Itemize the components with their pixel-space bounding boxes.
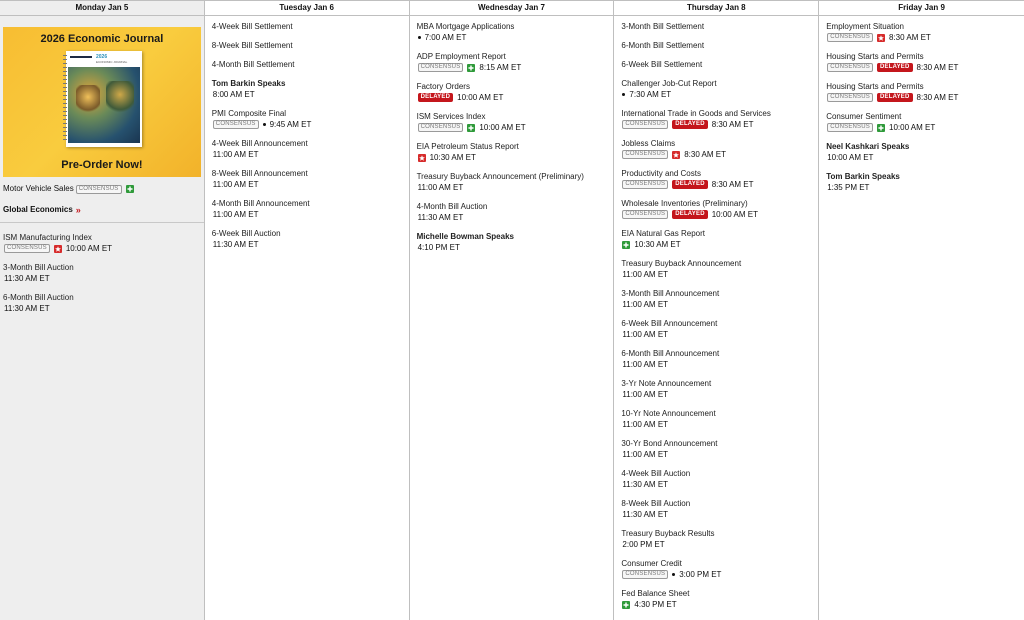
event-time: 11:00 AM ET xyxy=(622,270,669,279)
event-time: 11:00 AM ET xyxy=(622,330,669,339)
event-time: 10:00 AM ET xyxy=(457,93,504,102)
event-item[interactable] xyxy=(614,41,818,51)
event-item[interactable] xyxy=(410,52,614,73)
event-meta xyxy=(212,119,405,130)
event-item[interactable] xyxy=(0,263,204,284)
event-name[interactable]: Treasury Buyback Announcement xyxy=(621,259,742,268)
event-time: 9:45 AM ET xyxy=(269,120,312,129)
star-icon xyxy=(877,34,885,42)
event-item[interactable] xyxy=(614,60,818,70)
event-name[interactable]: Housing Starts and Permits xyxy=(826,52,924,61)
event-meta xyxy=(3,243,200,254)
consensus-badge[interactable]: CONSENSUS xyxy=(76,185,122,194)
events-list xyxy=(819,16,1024,193)
event-time: 11:00 AM ET xyxy=(212,180,259,189)
event-time: 11:30 AM ET xyxy=(417,213,464,222)
consensus-badge[interactable]: CONSENSUS xyxy=(622,150,668,159)
plus-icon xyxy=(467,124,475,132)
event-time: 4:10 PM ET xyxy=(417,243,460,252)
event-time: 11:30 AM ET xyxy=(622,510,669,519)
event-name[interactable]: 6-Week Bill Announcement xyxy=(621,319,718,328)
event-name[interactable]: 6-Month Bill Announcement xyxy=(621,349,720,358)
event-meta xyxy=(826,32,1020,43)
event-item[interactable] xyxy=(205,22,409,32)
event-item[interactable] xyxy=(614,469,818,490)
event-item[interactable] xyxy=(205,79,409,100)
event-name[interactable]: 4-Month Bill Settlement xyxy=(211,60,295,69)
event-meta xyxy=(621,299,814,310)
delayed-badge[interactable]: DELAYED xyxy=(418,93,454,102)
day-column-wednesday xyxy=(410,1,615,620)
event-meta xyxy=(212,89,405,100)
event-name: Motor Vehicle Sales xyxy=(3,184,74,193)
consensus-badge[interactable]: CONSENSUS xyxy=(622,570,668,579)
day-column-tuesday xyxy=(205,1,410,620)
event-time: 11:30 AM ET xyxy=(212,240,259,249)
cover-year: 2026 xyxy=(96,54,108,60)
day-header: Thursday Jan 8 xyxy=(614,1,818,16)
consensus-badge[interactable]: CONSENSUS xyxy=(4,244,50,253)
event-item[interactable] xyxy=(0,233,204,254)
event-item[interactable] xyxy=(410,172,614,193)
event-name[interactable]: PMI Composite Final xyxy=(211,109,287,118)
event-name[interactable]: 4-Week Bill Announcement xyxy=(211,139,308,148)
event-time: 8:00 AM ET xyxy=(212,90,255,99)
consensus-badge[interactable]: CONSENSUS xyxy=(418,123,464,132)
event-time: 10:00 AM ET xyxy=(889,123,936,132)
event-item[interactable] xyxy=(410,112,614,133)
event-name[interactable]: 6-Month Bill Settlement xyxy=(621,41,705,50)
event-item[interactable] xyxy=(205,109,409,130)
day-column-friday xyxy=(819,1,1024,620)
event-item[interactable] xyxy=(614,79,818,100)
event-item[interactable] xyxy=(410,22,614,43)
plus-icon xyxy=(622,241,630,249)
event-meta xyxy=(621,449,814,460)
event-item[interactable] xyxy=(0,293,204,314)
event-name[interactable]: 4-Month Bill Auction xyxy=(416,202,488,211)
delayed-badge: DELAYED xyxy=(877,63,913,72)
consensus-badge[interactable]: CONSENSUS xyxy=(827,63,873,72)
event-time: 11:00 AM ET xyxy=(212,210,259,219)
day-column-thursday xyxy=(614,1,819,620)
event-item[interactable] xyxy=(614,109,818,130)
event-name[interactable]: 3-Month Bill Announcement xyxy=(621,289,720,298)
divider xyxy=(0,222,204,223)
event-meta xyxy=(417,242,610,253)
bullet-dot-icon xyxy=(263,123,266,126)
event-item[interactable] xyxy=(819,112,1024,133)
event-time: 10:30 AM ET xyxy=(634,240,681,249)
event-item[interactable] xyxy=(614,529,818,550)
event-name[interactable]: 3-Month Bill Settlement xyxy=(621,22,705,31)
event-name[interactable]: Employment Situation xyxy=(826,22,905,31)
event-meta xyxy=(417,182,610,193)
consensus-badge[interactable]: CONSENSUS xyxy=(622,120,668,129)
consensus-badge[interactable]: CONSENSUS xyxy=(622,210,668,219)
event-name[interactable]: Factory Orders xyxy=(416,82,470,91)
event-meta xyxy=(621,419,814,430)
event-time: 1:35 PM ET xyxy=(827,183,870,192)
event-time: 10:00 AM ET xyxy=(827,153,874,162)
event-time: 10:00 AM ET xyxy=(479,123,526,132)
event-time: 8:30 AM ET xyxy=(916,93,959,102)
event-meta xyxy=(621,119,814,130)
event-time: 3:00 PM ET xyxy=(679,570,722,579)
event-meta xyxy=(417,152,610,163)
event-name[interactable]: 8-Week Bill Auction xyxy=(621,499,691,508)
cover-subtitle: ECONOMIC JOURNAL xyxy=(96,60,128,64)
event-name[interactable]: 4-Week Bill Auction xyxy=(621,469,691,478)
event-item[interactable] xyxy=(614,409,818,430)
event-name[interactable]: 4-Month Bill Announcement xyxy=(211,199,310,208)
event-meta xyxy=(621,599,814,610)
event-meta xyxy=(621,179,814,190)
event-item[interactable] xyxy=(614,559,818,580)
event-item[interactable] xyxy=(410,232,614,253)
event-name[interactable]: 8-Week Bill Settlement xyxy=(211,41,293,50)
event-time: 11:00 AM ET xyxy=(417,183,464,192)
bullet-dot-icon xyxy=(622,93,625,96)
event-meta xyxy=(417,62,610,73)
promo-title: 2026 Economic Journal xyxy=(40,33,164,45)
event-item[interactable] xyxy=(205,139,409,160)
event-item[interactable] xyxy=(205,229,409,250)
event-meta xyxy=(621,269,814,280)
consensus-badge[interactable]: CONSENSUS xyxy=(418,63,464,72)
event-time: 11:00 AM ET xyxy=(212,150,259,159)
event-item[interactable] xyxy=(819,52,1024,73)
plus-icon xyxy=(622,601,630,609)
speaker-event-name[interactable]: Tom Barkin Speaks xyxy=(211,79,286,88)
event-name[interactable]: ADP Employment Report xyxy=(416,52,506,61)
event-name[interactable]: EIA Petroleum Status Report xyxy=(416,142,519,151)
delayed-badge: DELAYED xyxy=(672,180,708,189)
event-name[interactable]: MBA Mortgage Applications xyxy=(416,22,515,31)
event-time: 2:00 PM ET xyxy=(622,540,665,549)
event-meta xyxy=(621,569,814,580)
event-item[interactable] xyxy=(819,142,1024,163)
plus-icon xyxy=(877,124,885,132)
event-item[interactable] xyxy=(205,199,409,220)
event-item[interactable] xyxy=(614,139,818,160)
event-meta xyxy=(3,303,200,314)
star-icon xyxy=(418,154,426,162)
event-time: 8:30 AM ET xyxy=(889,33,931,42)
event-meta xyxy=(621,359,814,370)
event-meta xyxy=(621,479,814,490)
bullet-dot-icon xyxy=(418,36,421,39)
brand-mark xyxy=(70,56,92,58)
event-meta xyxy=(3,273,200,284)
economic-journal-promo[interactable] xyxy=(3,27,201,177)
event-item[interactable] xyxy=(410,142,614,163)
event-item[interactable] xyxy=(614,589,818,610)
event-time: 11:00 AM ET xyxy=(622,450,669,459)
event-item[interactable] xyxy=(614,289,818,310)
event-item[interactable] xyxy=(614,439,818,460)
event-item[interactable] xyxy=(205,169,409,190)
event-motor-vehicle-sales[interactable] xyxy=(0,184,204,194)
event-item[interactable] xyxy=(819,172,1024,193)
event-time: 8:30 AM ET xyxy=(711,180,754,189)
event-item[interactable] xyxy=(205,60,409,70)
event-time: 11:00 AM ET xyxy=(622,390,669,399)
event-meta xyxy=(621,239,814,250)
event-meta xyxy=(826,122,1020,133)
event-meta xyxy=(417,32,610,43)
event-time: 11:30 AM ET xyxy=(4,304,50,313)
event-item[interactable] xyxy=(410,82,614,103)
global-economics-link[interactable] xyxy=(0,204,204,216)
event-name[interactable]: EIA Natural Gas Report xyxy=(621,229,705,238)
event-item[interactable] xyxy=(614,229,818,250)
event-meta xyxy=(826,182,1020,193)
journal-cover-image xyxy=(66,51,142,147)
event-item[interactable] xyxy=(819,82,1024,103)
event-time: 11:00 AM ET xyxy=(622,300,669,309)
day-header: Monday Jan 5 xyxy=(0,1,204,16)
event-meta xyxy=(417,122,610,133)
pre-order-button[interactable]: Pre-Order Now! xyxy=(61,159,143,171)
event-name[interactable]: Productivity and Costs xyxy=(621,169,701,178)
consensus-badge[interactable]: CONSENSUS xyxy=(622,180,668,189)
bullet-dot-icon xyxy=(672,573,675,576)
event-name[interactable]: ISM Manufacturing Index xyxy=(3,233,92,242)
event-meta xyxy=(417,92,610,103)
event-meta xyxy=(826,92,1020,103)
events-list xyxy=(614,16,818,610)
event-name[interactable]: Housing Starts and Permits xyxy=(826,82,924,91)
consensus-badge[interactable]: CONSENSUS xyxy=(827,33,873,42)
speaker-event-name[interactable]: Neel Kashkari Speaks xyxy=(826,142,910,151)
event-time: 8:30 AM ET xyxy=(916,63,959,72)
event-item[interactable] xyxy=(614,169,818,190)
events-list xyxy=(205,16,409,250)
event-meta xyxy=(212,209,405,220)
star-icon xyxy=(54,245,62,253)
plus-icon xyxy=(126,185,134,193)
event-item[interactable] xyxy=(614,379,818,400)
event-meta xyxy=(212,149,405,160)
day-header: Friday Jan 9 xyxy=(819,1,1024,16)
event-item[interactable] xyxy=(819,22,1024,43)
day-header: Wednesday Jan 7 xyxy=(410,1,614,16)
speaker-event-name[interactable]: Tom Barkin Speaks xyxy=(826,172,900,181)
event-name[interactable]: Treasury Buyback Announcement (Preliminary) xyxy=(416,172,584,181)
event-meta xyxy=(621,149,814,160)
event-item[interactable] xyxy=(410,202,614,223)
event-name[interactable]: 30-Yr Bond Announcement xyxy=(621,439,718,448)
event-name[interactable]: Treasury Buyback Results xyxy=(621,529,715,538)
events-list xyxy=(410,16,614,253)
event-name[interactable]: ISM Services Index xyxy=(416,112,486,121)
consensus-badge[interactable]: CONSENSUS xyxy=(827,93,873,102)
event-name[interactable]: 3-Yr Note Announcement xyxy=(621,379,712,388)
global-economics-label: Global Economics xyxy=(3,205,73,214)
event-name[interactable]: Challenger Job-Cut Report xyxy=(621,79,717,88)
event-meta xyxy=(621,389,814,400)
event-name[interactable]: Wholesale Inventories (Preliminary) xyxy=(621,199,748,208)
plus-icon xyxy=(467,64,475,72)
delayed-badge: DELAYED xyxy=(672,210,708,219)
event-name[interactable]: Consumer Sentiment xyxy=(826,112,902,121)
bull-bear-artwork xyxy=(68,67,140,143)
event-time: 10:30 AM ET xyxy=(429,153,476,162)
event-item[interactable] xyxy=(614,259,818,280)
event-meta xyxy=(621,329,814,340)
event-meta xyxy=(212,239,405,250)
event-name[interactable]: 6-Week Bill Settlement xyxy=(621,60,703,69)
delayed-badge: DELAYED xyxy=(877,93,913,102)
event-item[interactable] xyxy=(614,349,818,370)
event-name[interactable]: International Trade in Goods and Services xyxy=(621,109,771,118)
event-time: 11:30 AM ET xyxy=(4,274,50,283)
event-time: 4:30 PM ET xyxy=(634,600,677,609)
event-meta xyxy=(826,62,1020,73)
event-item[interactable] xyxy=(614,319,818,340)
event-item[interactable] xyxy=(205,41,409,51)
day-column-monday xyxy=(0,1,205,620)
event-meta xyxy=(212,179,405,190)
day-header: Tuesday Jan 6 xyxy=(205,1,409,16)
event-item[interactable] xyxy=(614,199,818,220)
event-meta xyxy=(621,539,814,550)
event-name[interactable]: 4-Week Bill Settlement xyxy=(211,22,293,31)
event-time: 8:30 AM ET xyxy=(684,150,726,159)
event-name[interactable]: 8-Week Bill Announcement xyxy=(211,169,308,178)
consensus-badge[interactable]: CONSENSUS xyxy=(827,123,873,132)
event-time: 10:00 AM ET xyxy=(711,210,758,219)
event-meta xyxy=(621,89,814,100)
event-item[interactable] xyxy=(614,499,818,520)
event-time: 11:00 AM ET xyxy=(622,360,669,369)
event-meta xyxy=(417,212,610,223)
event-time: 10:00 AM ET xyxy=(65,244,113,253)
events-list xyxy=(0,233,204,314)
event-time: 8:15 AM ET xyxy=(479,63,522,72)
event-name[interactable]: 3-Month Bill Auction xyxy=(3,263,74,272)
event-name[interactable]: 6-Month Bill Auction xyxy=(3,293,74,302)
event-name[interactable]: Jobless Claims xyxy=(621,139,676,148)
star-icon xyxy=(672,151,680,159)
spiral-binding xyxy=(63,55,67,143)
event-meta xyxy=(621,209,814,220)
event-meta xyxy=(621,509,814,520)
event-time: 11:30 AM ET xyxy=(622,480,669,489)
event-meta xyxy=(826,152,1020,163)
event-item[interactable] xyxy=(614,22,818,32)
delayed-badge: DELAYED xyxy=(672,120,708,129)
event-name[interactable]: Consumer Credit xyxy=(621,559,682,568)
speaker-event-name[interactable]: Michelle Bowman Speaks xyxy=(416,232,514,241)
event-time: 7:30 AM ET xyxy=(629,90,672,99)
event-time: 8:30 AM ET xyxy=(711,120,754,129)
event-name[interactable]: 6-Week Bill Auction xyxy=(211,229,281,238)
event-name[interactable]: Fed Balance Sheet xyxy=(621,589,690,598)
consensus-badge[interactable]: CONSENSUS xyxy=(213,120,259,129)
event-time: 7:00 AM ET xyxy=(424,33,467,42)
double-chevron-right-icon: » xyxy=(75,205,81,215)
event-name[interactable]: 10-Yr Note Announcement xyxy=(621,409,716,418)
event-time: 11:00 AM ET xyxy=(622,420,669,429)
